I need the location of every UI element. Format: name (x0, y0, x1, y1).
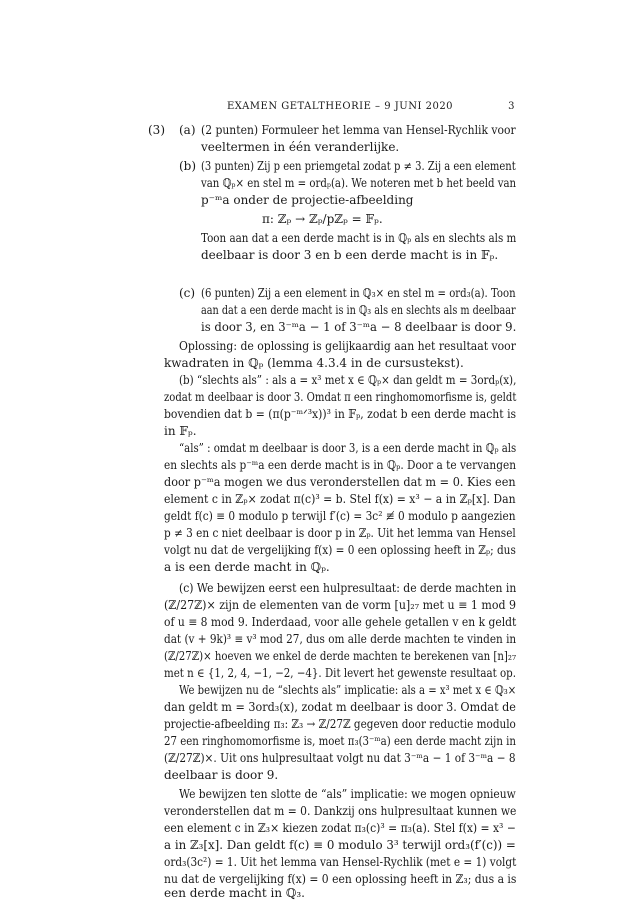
solution-line: nu dat de vergelijking f(x) = 0 een oplossing heeft in ℤ₃; dus a is (164, 872, 517, 886)
part-b-line: deelbaar is door 3 en b een derde macht is in 𝔽ₚ. (201, 248, 499, 262)
solution-line: geldt f(c) ≡ 0 modulo p terwijl f′(c) = 3c² ≢ 0 modulo p aangezien (164, 509, 516, 523)
solution-line: dan geldt m = 3ord₃(x), zodat m deelbaar is door 3. Omdat de (164, 700, 516, 714)
problem-number: (3) (148, 123, 165, 137)
projection-formula: π: ℤₚ → ℤₚ/pℤₚ = 𝔽ₚ. (262, 212, 383, 226)
part-c-line: aan dat a een derde macht is in ℚ₃ als en slechts als m deelbaar (201, 303, 516, 317)
solution-line: (c) We bewijzen eerst een hulpresultaat: de derde machten in (179, 581, 517, 595)
part-b-line: p⁻ᵐa onder de projectie-afbeelding (201, 193, 414, 207)
part-b-line: Toon aan dat a een derde macht is in ℚₚ als en slechts als m (201, 231, 517, 245)
solution-line: projectie-afbeelding π₃: ℤ₃ → ℤ/27ℤ gegeven door reductie modulo (164, 717, 516, 731)
solution-line: We bewijzen nu de “slechts als” implicatie: als a = x³ met x ∈ ℚ₃× (179, 683, 517, 697)
solution-line: of u ≡ 8 mod 9. Inderdaad, voor alle gehele getallen v en k geldt (164, 615, 517, 629)
part-a-line: veeltermen in één veranderlijke. (201, 140, 400, 154)
solution-line: bovendien dat b = (π(p⁻ᵐᐟ³x))³ in 𝔽ₚ, zodat b een derde macht is (164, 407, 517, 421)
solution-line: zodat m deelbaar is door 3. Omdat π een ringhomomorfisme is, geldt (164, 390, 517, 404)
solution-line: ord₃(3c²) = 1. Uit het lemma van Hensel-Rychlik (met e = 1) volgt (164, 855, 517, 869)
part-c-line: (6 punten) Zij a een element in ℚ₃× en stel m = ord₃(a). Toon (201, 286, 516, 300)
solution-line: door p⁻ᵐa mogen we dus veronderstellen dat m = 0. Kies een (164, 475, 516, 489)
page-header (147, 101, 515, 115)
part-b-label: (b) (179, 159, 197, 173)
part-c-label: (c) (179, 286, 196, 300)
solution-line: een element c in ℤ₃× kiezen zodat π₃(c)³ = π₃(a). Stel f(x) = x³ − (164, 821, 516, 835)
solution-line: kwadraten in ℚₚ (lemma 4.3.4 in de cursustekst). (164, 356, 464, 370)
part-a-label: (a) (179, 123, 196, 137)
solution-line: (ℤ/27ℤ)× zijn de elementen van de vorm [u]₂₇ met u ≡ 1 mod 9 (164, 598, 517, 612)
solution-line: We bewijzen ten slotte de “als” implicatie: we mogen opnieuw (179, 787, 516, 801)
solution-line: (ℤ/27ℤ)×. Uit ons hulpresultaat volgt nu dat 3⁻ᵐa − 1 of 3⁻ᵐa − 8 (164, 751, 516, 765)
solution-line: (ℤ/27ℤ)× hoeven we enkel de derde machten te berekenen van [n]₂₇ (164, 649, 517, 663)
solution-line: a in ℤ₃[x]. Dan geldt f(c) ≡ 0 modulo 3³ terwijl ord₃(f′(c)) = (164, 838, 516, 852)
solution-line: (b) “slechts als” : als a = x³ met x ∈ ℚₚ× dan geldt m = 3ordₚ(x), (179, 373, 517, 387)
solution-line: Oplossing: de oplossing is gelijkaardig aan het resultaat voor (179, 339, 516, 353)
solution-line: een derde macht in ℚ₃. (164, 886, 305, 900)
solution-line: dat (v + 9k)³ ≡ v³ mod 27, dus om alle derde machten te vinden in (164, 632, 517, 646)
solution-line: 27 een ringhomomorfisme is, moet π₃(3⁻ᵐa) een derde macht zijn in (164, 734, 516, 748)
solution-line: element c in ℤₚ× zodat π(c)³ = b. Stel f(x) = x³ − a in ℤₚ[x]. Dan (164, 492, 516, 506)
solution-line: en slechts als p⁻ᵐa een derde macht is in ℚₚ. Door a te vervangen (164, 458, 516, 472)
solution-line: veronderstellen dat m = 0. Dankzij ons hulpresultaat kunnen we (164, 804, 517, 818)
solution-line: deelbaar is door 9. (164, 768, 279, 782)
page-number: 3 (508, 101, 515, 112)
solution-line: p ≠ 3 en c niet deelbaar is door p in ℤₚ. Uit het lemma van Hensel (164, 526, 516, 540)
part-b-line: van ℚₚ× en stel m = ordₚ(a). We noteren met b het beeld van (201, 176, 517, 190)
solution-line: volgt nu dat de vergelijking f(x) = 0 een oplossing heeft in ℤₚ; dus (164, 543, 516, 557)
solution-line: in 𝔽ₚ. (164, 424, 197, 438)
solution-line: met n ∈ {1, 2, 4, −1, −2, −4}. Dit levert het gewenste resultaat op. (164, 666, 516, 680)
part-b-line: (3 punten) Zij p een priemgetal zodat p ≠ 3. Zij a een element (201, 159, 516, 173)
header-title: EXAMEN GETALTHEORIE – 9 JUNI 2020 (227, 101, 454, 112)
part-c-line: is door 3, en 3⁻ᵐa − 1 of 3⁻ᵐa − 8 deelbaar is door 9. (201, 320, 517, 334)
solution-line: a is een derde macht in ℚₚ. (164, 560, 330, 574)
solution-line: “als” : omdat m deelbaar is door 3, is a een derde macht in ℚₚ als (179, 441, 517, 455)
part-a-line: (2 punten) Formuleer het lemma van Hensel-Rychlik voor (201, 123, 516, 137)
